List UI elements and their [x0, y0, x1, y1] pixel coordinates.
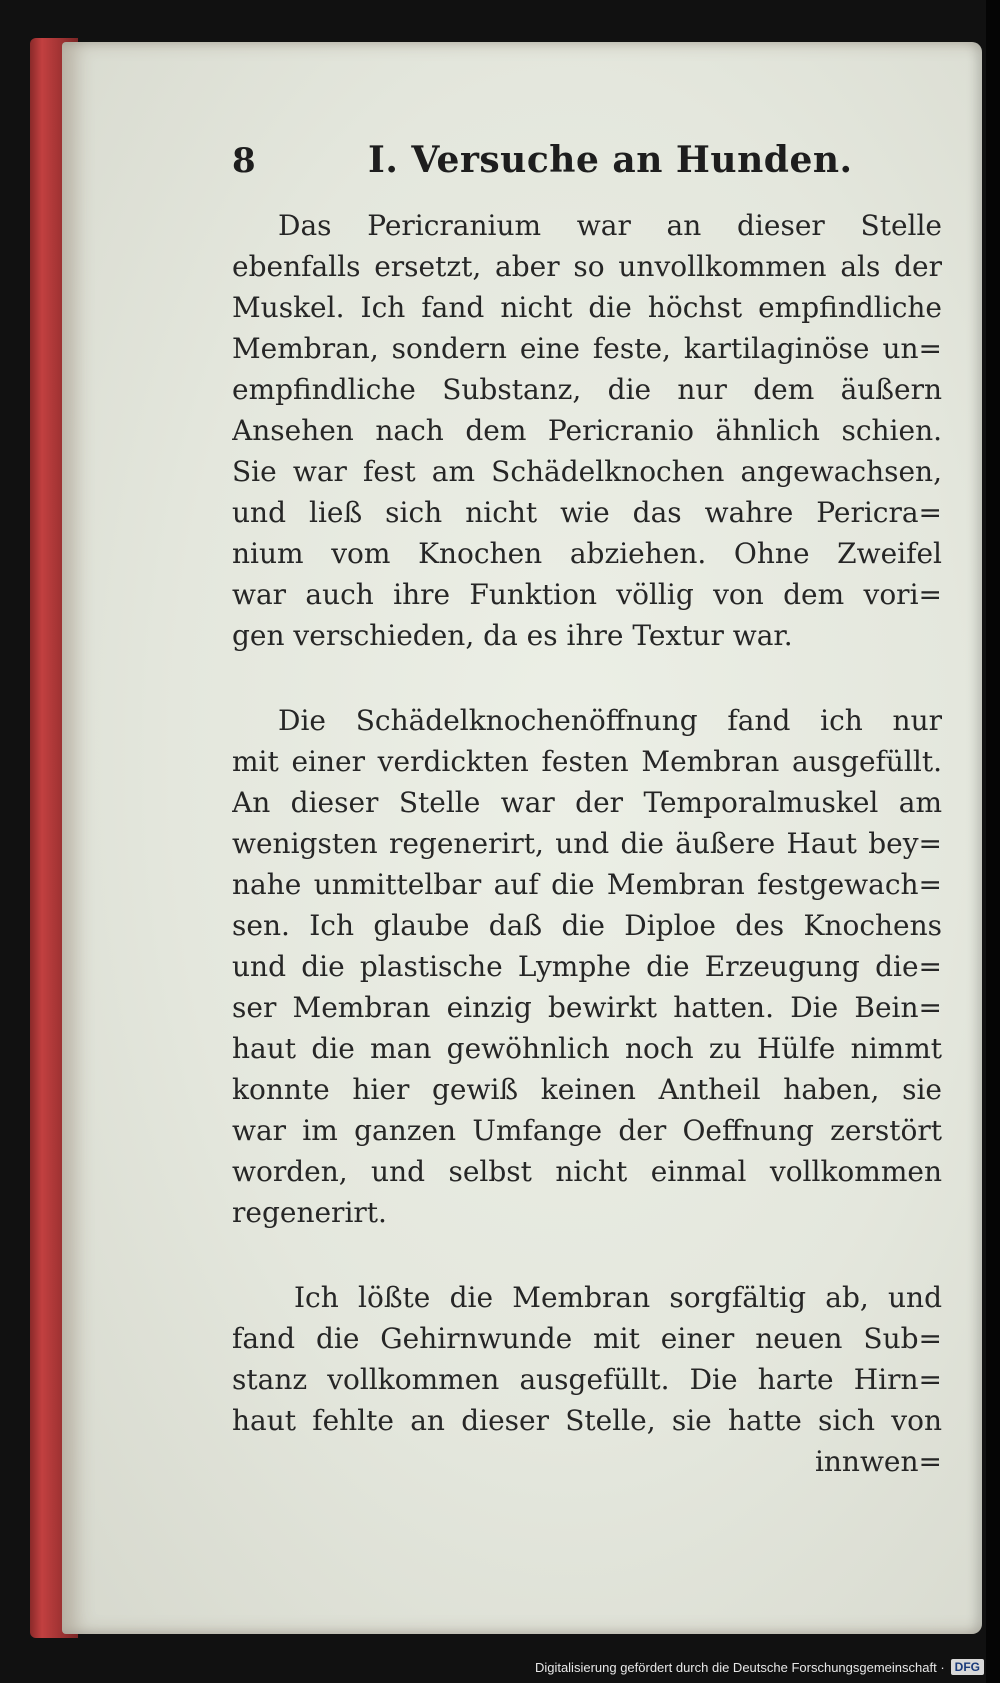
text-line: war auch ihre Funktion völlig von dem vori= — [232, 578, 942, 611]
paragraph — [232, 700, 942, 1233]
text-line: gen verschieden, da es ihre Textur war. — [232, 619, 793, 652]
text-line: wenigsten regenerirt, und die äußere Haut bey= — [232, 827, 942, 860]
catchword: innwen= — [814, 1445, 942, 1478]
text-line: Membran, sondern eine feste, kartilaginöse un= — [232, 332, 942, 365]
text-line: war im ganzen Umfange der Oeffnung zerstört — [232, 1114, 942, 1147]
text-line: An dieser Stelle war der Temporalmuskel am — [232, 786, 942, 819]
text-line: mit einer verdickten festen Membran ausgefüllt. — [232, 745, 942, 778]
credit-text: Digitalisierung gefördert durch die Deutsche Forschungsgemeinschaft · — [534, 1659, 945, 1675]
text-line: Muskel. Ich fand nicht die höchst empfindliche — [232, 291, 942, 324]
text-line: ser Membran einzig bewirkt hatten. Die Bein= — [232, 991, 942, 1024]
text-line: Das Pericranium war an dieser Stelle — [278, 209, 942, 242]
text-line: Ansehen nach dem Pericranio ähnlich schien. — [232, 414, 942, 447]
text-line: und die plastische Lymphe die Erzeugung die= — [232, 950, 942, 983]
text-line: haut fehlte an dieser Stelle, sie hatte sich von — [232, 1404, 942, 1437]
text-line: nahe unmittelbar auf die Membran festgewach= — [232, 868, 942, 901]
page-number: 8 — [232, 141, 256, 181]
text-line: konnte hier gewiß keinen Antheil haben, sie — [232, 1073, 942, 1106]
scan-border — [986, 0, 1000, 1683]
text-line: fand die Gehirnwunde mit einer neuen Sub= — [232, 1322, 942, 1355]
running-title: I. Versuche an Hunden. — [368, 139, 853, 181]
text-line: ebenfalls ersetzt, aber so unvollkommen als der — [232, 250, 942, 283]
text-line: sen. Ich glaube daß die Diploe des Knochens — [232, 909, 942, 942]
text-line: stanz vollkommen ausgefüllt. Die harte Hirn= — [232, 1363, 942, 1396]
paragraph — [232, 205, 942, 656]
text-line: haut die man gewöhnlich noch zu Hülfe nimmt — [232, 1032, 942, 1065]
paragraph — [232, 1277, 942, 1441]
dfg-logo: DFG — [951, 1659, 984, 1675]
body-text — [232, 205, 942, 1482]
digitization-credit — [535, 1655, 984, 1679]
text-line: worden, und selbst nicht einmal vollkommen — [232, 1155, 942, 1188]
text-line: Ich lößte die Membran sorgfältig ab, und — [294, 1281, 942, 1314]
text-line: Sie war fest am Schädelknochen angewachsen, — [232, 455, 942, 488]
text-line: nium vom Knochen abziehen. Ohne Zweifel — [232, 537, 942, 570]
text-line: empfindliche Substanz, die nur dem äußern — [232, 373, 942, 406]
text-line: regenerirt. — [232, 1196, 387, 1229]
text-line: und ließ sich nicht wie das wahre Pericra= — [232, 496, 942, 529]
page-header — [232, 133, 852, 193]
text-line: Die Schädelknochenöffnung fand ich nur — [278, 704, 942, 737]
